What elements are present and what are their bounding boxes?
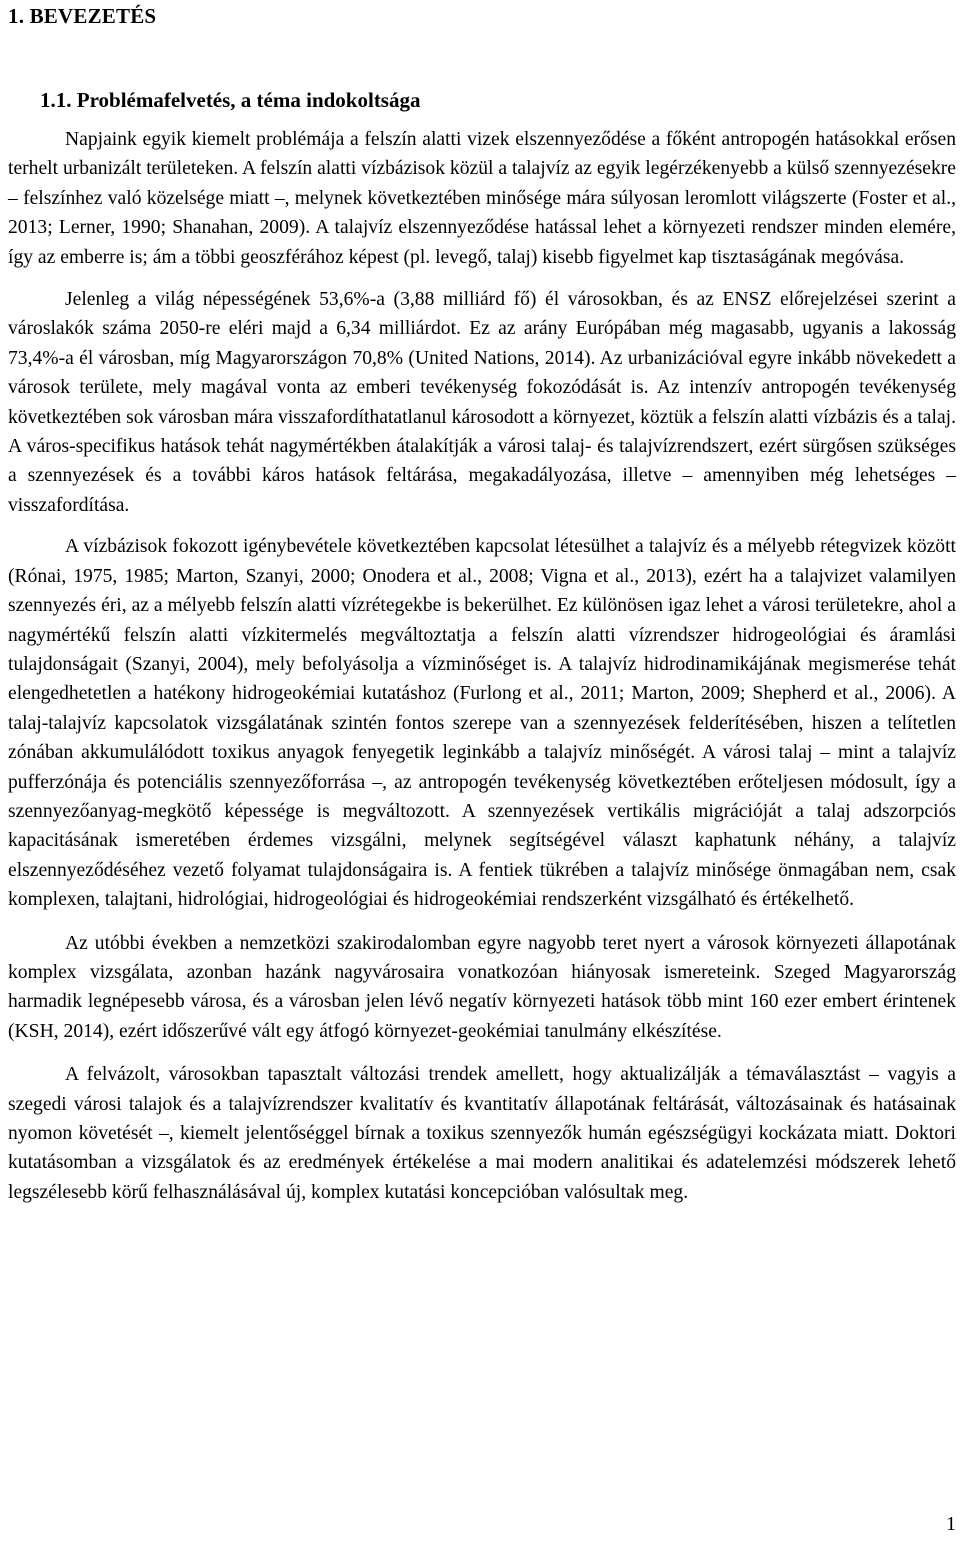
chapter-title: 1. BEVEZETÉS [8,4,157,28]
page-number: 1 [946,1513,956,1535]
paragraph: A felvázolt, városokban tapasztalt változási trendek amellett, hogy aktualizálják a témaválasztást – vagyis a szegedi városi talajok és a talajvízrendszer kvalitatív és kvantitatív állapotának feltárását, változásainak és hatásainak nyomon követését –, kiemelt jelentőséggel bírnak a toxikus szennyezők humán egészségügyi kockázata miatt. Doktori kutatásomban a vizsgálatok és az eredmények értékelése a mai modern analitikai és adatelemzési módszerek lehető legszélesebb körű felhasználásával új, komplex kutatási koncepcióban valósultak meg. [8,1064,956,1203]
paragraph: A vízbázisok fokozott igénybevétele következtében kapcsolat létesülhet a talajvíz és a mélyebb rétegvizek között (Rónai, 1975, 1985; Marton, Szanyi, 2000; Onodera et al., 2008; Vigna et al., 2013), ezért ha a talajvizet valamilyen szennyezés éri, az a mélyebb felszín alatti vízrétegekbe is bekerülhet. Ez különösen igaz lehet a városi területekre, ahol a nagymértékű felszín alatti vízkitermelés megváltoztatja a felszín alatti vízrendszer hidrogeológiai és áramlási tulajdonságait (Szanyi, 2004), mely befolyásolja a vízminőséget is. A talajvíz hidrodinamikájának megismerése tehát elengedhetetlen a hatékony hidrogeokémiai kutatáshoz (Furlong et al., 2011; Marton, 2009; Shepherd et al., 2006). A talaj-talajvíz kapcsolatok vizsgálatának szintén fontos szerepe van a szennyezések felderítésében, hiszen a telítetlen zónában akkumulálódott toxikus anyagok fenyegetik leginkább a talajvíz minőségét. A városi talaj – mint a talajvíz pufferzónája és potenciális szennyezőforrása –, az antropogén tevékenység következtében erőteljesen módosult, így a szennyezőanyag-megkötő képessége is megváltozott. A szennyezések vertikális migrációját a talaj adszorpciós kapacitásának ismeretében érdemes vizsgálni, melynek segítségével választ kaphatunk néhány, a talajvíz elszennyeződéséhez vezető folyamat tulajdonságaira is. A fentiek tükrében a talajvíz minősége önmagában nem, csak komplexen, talajtani, hidrológiai, hidrogeológiai és hidrogeokémiai rendszerként vizsgálható és értékelhető. [8,536,956,911]
paragraph: Jelenleg a világ népességének 53,6%-a (3,88 milliárd fő) él városokban, és az ENSZ előrejelzései szerint a városlakók száma 2050-re eléri majd a 6,34 milliárdot. Ez az arány Európában még magasabb, ugyanis a lakosság 73,4%-a él városban, míg Magyarországon 70,8% (United Nations, 2014). Az urbanizációval egyre inkább növekedett a városok területe, mely magával vonta az emberi tevékenység fokozódását is. Az intenzív antropogén tevékenység következtében sok városban mára visszafordíthatatlanul károsodott a környezet, köztük a felszín alatti vízbázis és a talaj. A város-specifikus hatások tehát nagymértékben átalakítják a városi talaj- és talajvízrendszert, ezért sürgősen szükséges a szennyezések és a további káros hatások feltárása, megakadályozása, illetve – amennyiben még lehetséges – visszafordítása. [8,289,956,516]
body-text [8,125,956,1207]
paragraph: Napjaink egyik kiemelt problémája a felszín alatti vizek elszennyeződése a főként antropogén hatásokkal erősen terhelt urbanizált területeken. A felszín alatti vízbázisok közül a talajvíz az egyik legérzékenyebb a külső szennyezésekre – felszínhez való közelsége miatt –, melynek következtében minősége mára súlyosan leromlott világszerte (Foster et al., 2013; Lerner, 1990; Shanahan, 2009). A talajvíz elszennyeződése hatással lehet a környezeti rendszer minden elemére, így az emberre is; ám a többi geoszférához képest (pl. levegő, talaj) kisebb figyelmet kap tisztaságának megóvása. [8,129,956,268]
paragraph: Az utóbbi években a nemzetközi szakirodalomban egyre nagyobb teret nyert a városok környezeti állapotának komplex vizsgálata, azonban hazánk nagyvárosaira vonatkozóan hiányosak ismereteink. Szeged Magyarország harmadik legnépesebb városa, és a városban jelen lévő negatív környezeti hatások több mint 160 ezer embert érintenek (KSH, 2014), ezért időszerűvé vált egy átfogó környezet-geokémiai tanulmány elkészítése. [8,932,956,1042]
section-title: 1.1. Problémafelvetés, a téma indokoltsága [40,88,421,112]
